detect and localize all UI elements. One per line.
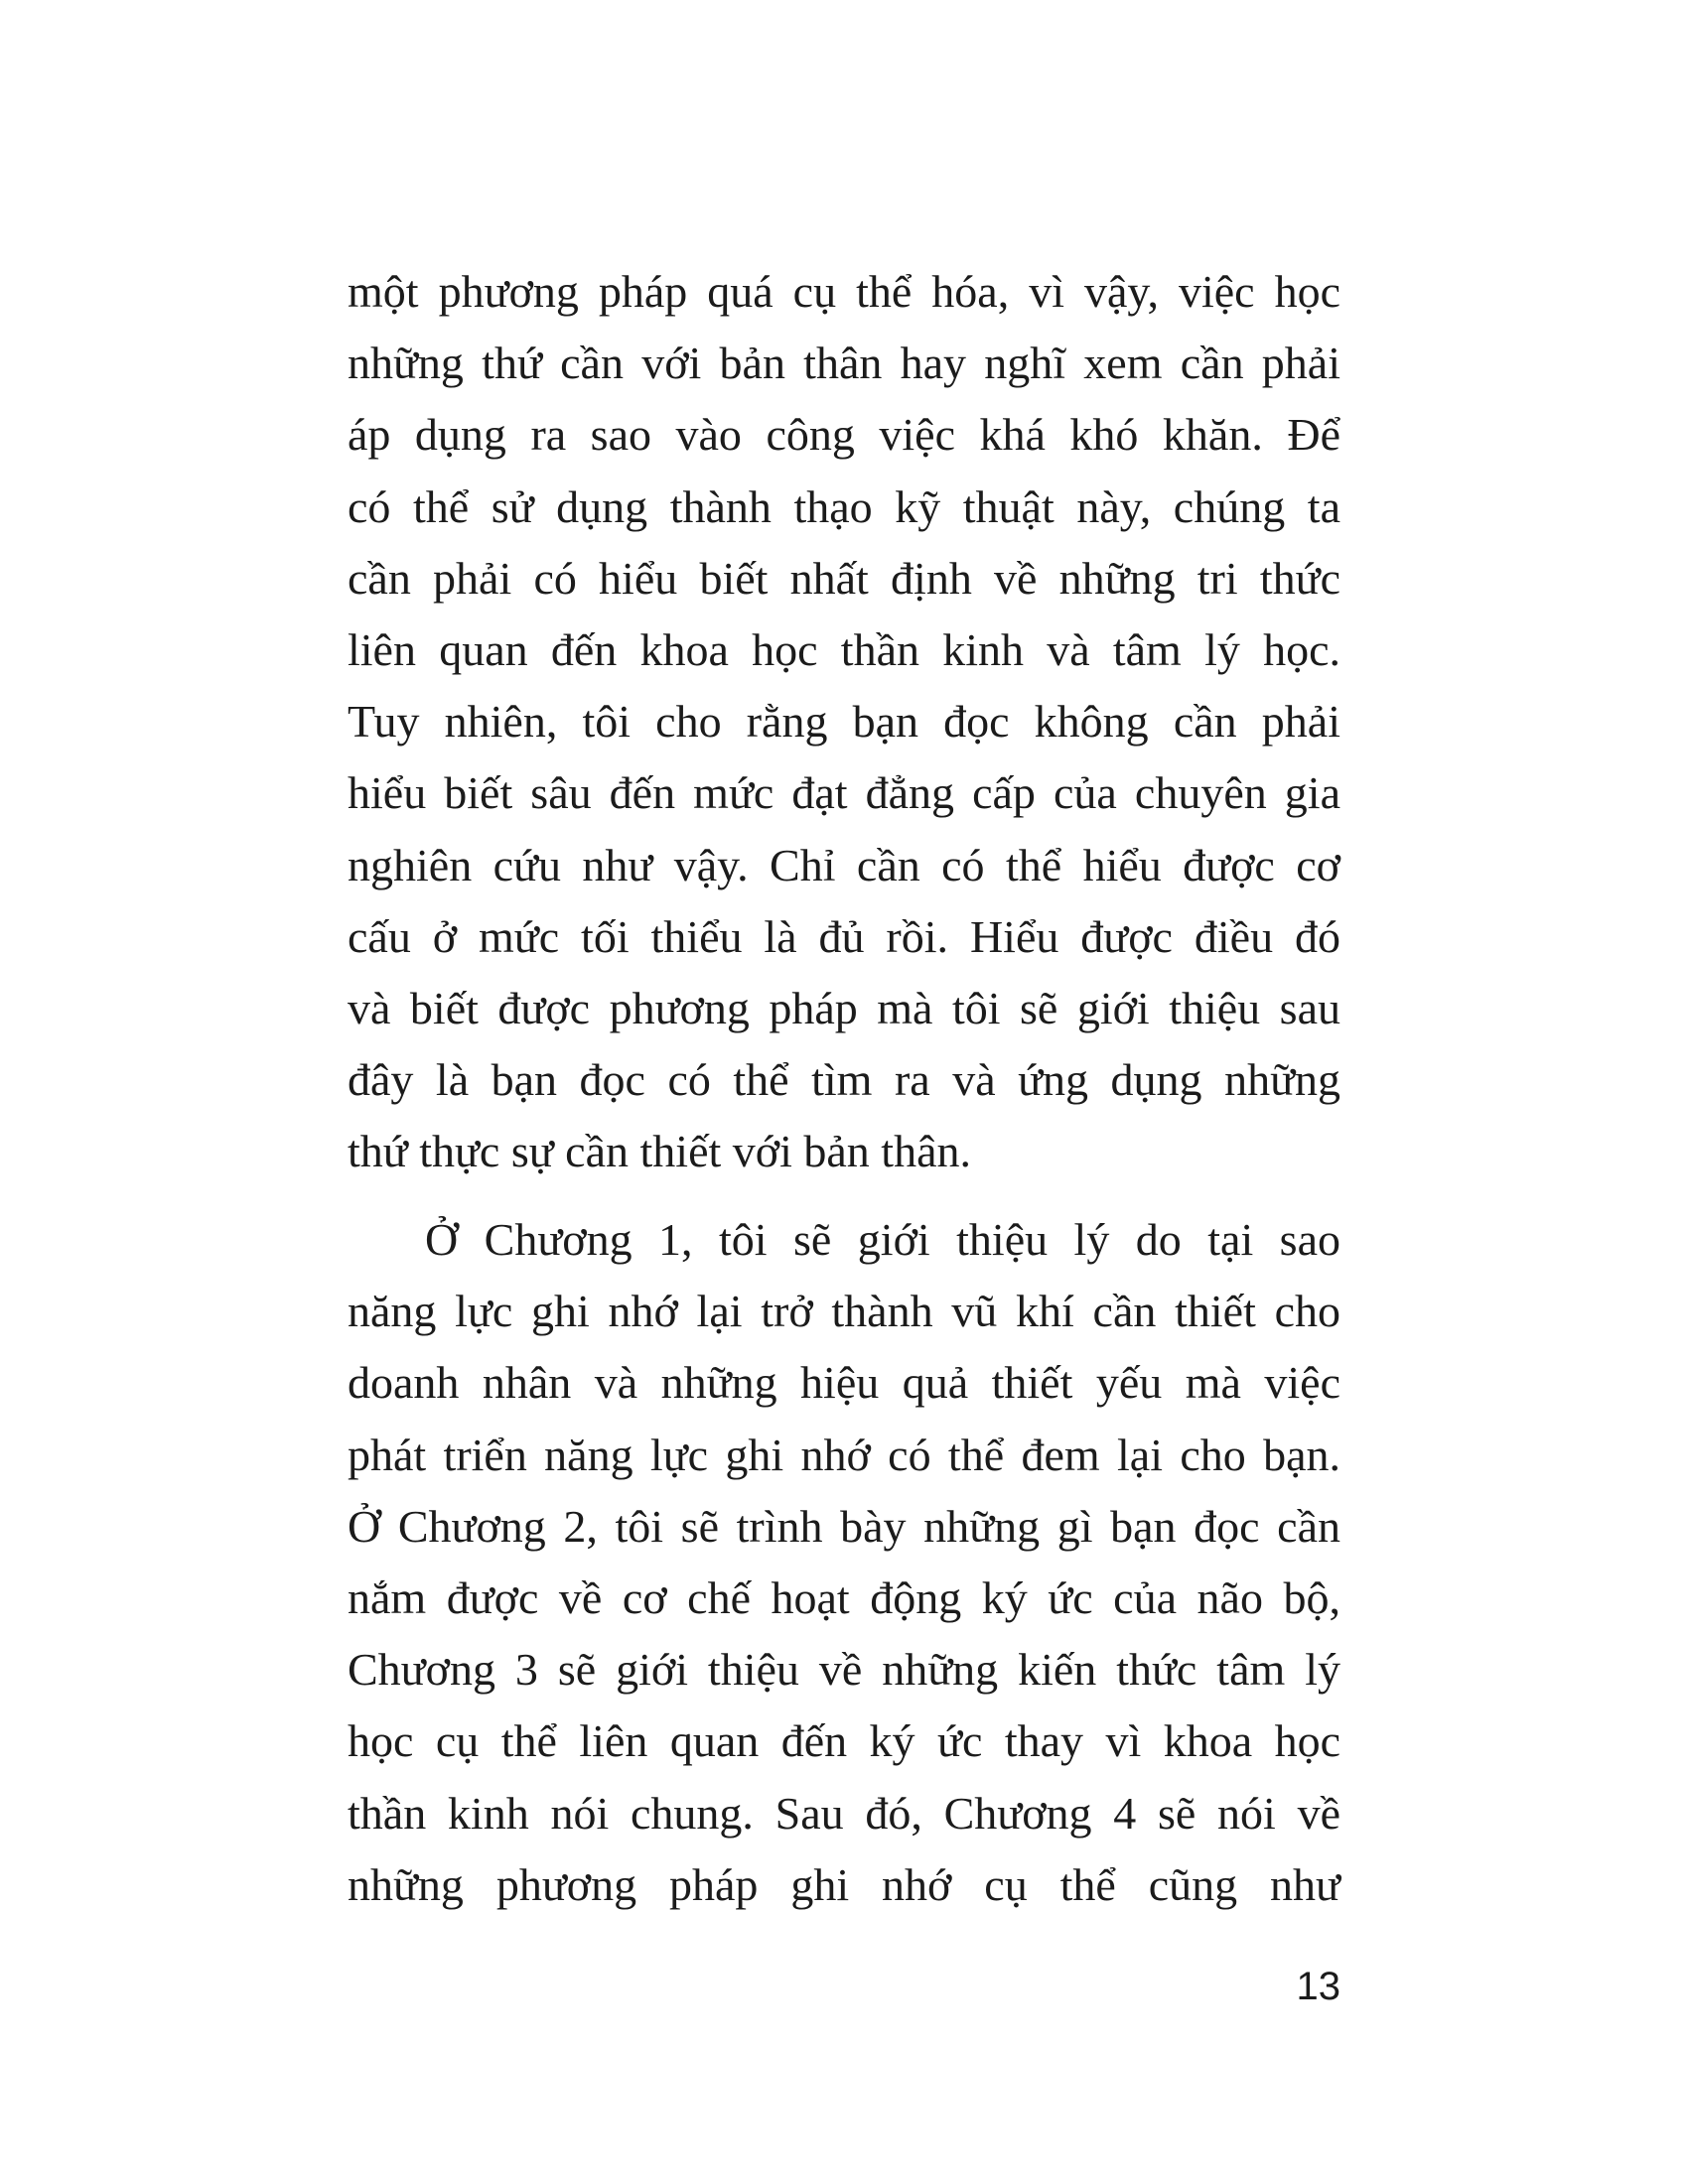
text-line: áp dụng ra sao vào công việc khá khó khăn. Để: [348, 409, 1340, 461]
page-number: 13: [1296, 1965, 1340, 2008]
text-line: thần kinh nói chung. Sau đó, Chương 4 sẽ nói về: [348, 1787, 1340, 1839]
text-line: và biết được phương pháp mà tôi sẽ giới thiệu sau: [348, 982, 1340, 1033]
text-line: Tuy nhiên, tôi cho rằng bạn đọc không cần phải: [348, 696, 1340, 748]
text-line: những phương pháp ghi nhớ cụ thể cũng như: [348, 1858, 1340, 1910]
text-line: năng lực ghi nhớ lại trở thành vũ khí cần thiết cho: [348, 1286, 1340, 1337]
text-line: những thứ cần với bản thân hay nghĩ xem cần phải: [348, 338, 1340, 389]
text-line: Chương 3 sẽ giới thiệu về những kiến thức tâm lý: [348, 1644, 1340, 1696]
text-line: nghiên cứu như vậy. Chỉ cần có thể hiểu được cơ: [348, 839, 1340, 890]
text-line: nắm được về cơ chế hoạt động ký ức của não bộ,: [348, 1571, 1340, 1623]
text-line: phát triển năng lực ghi nhớ có thể đem lại cho bạn.: [348, 1429, 1340, 1480]
text-line: cần phải có hiểu biết nhất định về những tri thức: [348, 552, 1340, 604]
text-line: đây là bạn đọc có thể tìm ra và ứng dụng những: [348, 1054, 1340, 1106]
text-line: cấu ở mức tối thiểu là đủ rồi. Hiểu được điều đó: [348, 910, 1340, 962]
text-line: thứ thực sự cần thiết với bản thân.: [348, 1126, 971, 1177]
paragraph-1: [348, 256, 1340, 1187]
text-line: học cụ thể liên quan đến ký ức thay vì khoa học: [348, 1715, 1340, 1767]
text-line: Ở Chương 2, tôi sẽ trình bày những gì bạn đọc cần: [348, 1500, 1340, 1552]
text-line: liên quan đến khoa học thần kinh và tâm lý học.: [348, 623, 1340, 675]
text-line: hiểu biết sâu đến mức đạt đẳng cấp của chuyên gia: [348, 767, 1340, 819]
paragraph-2: [348, 1204, 1340, 1921]
text-line: Ở Chương 1, tôi sẽ giới thiệu lý do tại sao: [425, 1214, 1340, 1265]
text-line: một phương pháp quá cụ thể hóa, vì vậy, việc học: [348, 266, 1340, 317]
text-line: có thể sử dụng thành thạo kỹ thuật này, chúng ta: [348, 480, 1340, 532]
text-line: doanh nhân và những hiệu quả thiết yếu mà việc: [348, 1357, 1340, 1409]
